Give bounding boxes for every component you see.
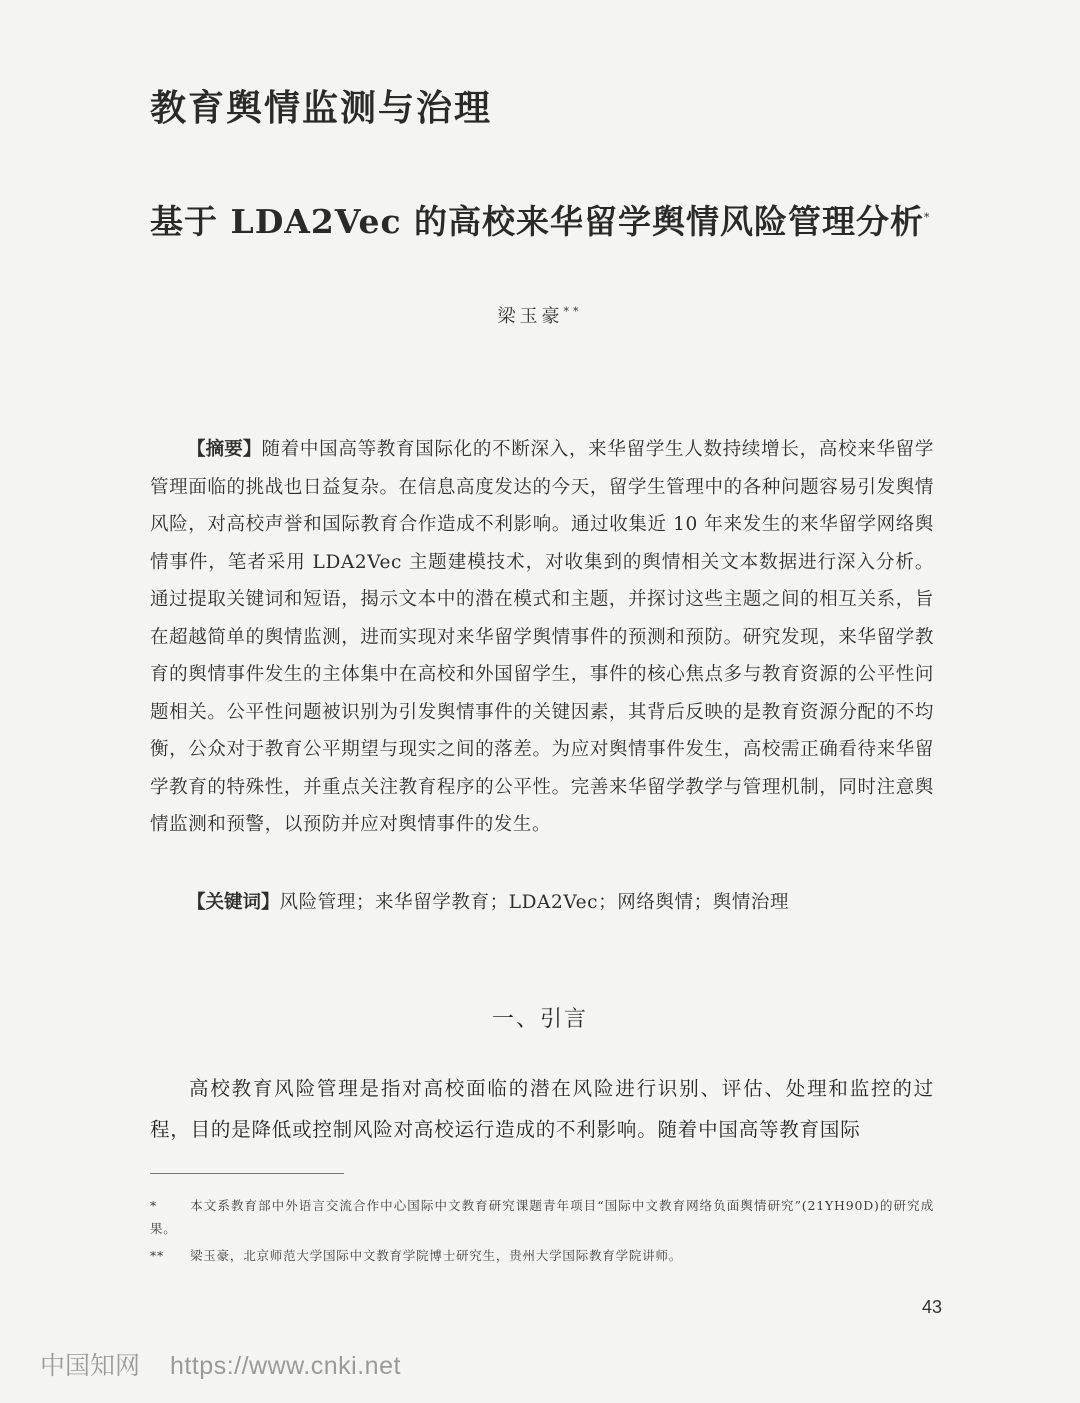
abstract-label: 【摘要】 [187, 439, 262, 460]
keywords-label: 【关键词】 [187, 892, 280, 913]
watermark-url: https://www.cnki.net [170, 1352, 401, 1380]
footnote [150, 1244, 934, 1267]
author-footnote-mark: ** [563, 305, 583, 318]
footnote-mark: ** [150, 1248, 165, 1263]
watermark-brand: 中国知网 [40, 1352, 141, 1380]
section-heading: 一、引言 [491, 1007, 588, 1032]
page-number: 43 [921, 1297, 942, 1317]
keywords [150, 884, 934, 922]
keywords-text: 风险管理；来华留学教育；LDA2Vec；网络舆情；舆情治理 [279, 892, 790, 913]
cnki-watermark [40, 1346, 401, 1382]
footnote-divider [150, 1173, 344, 1174]
article-title [150, 196, 931, 243]
title-footnote-mark: * [924, 211, 931, 224]
footnote-text: 本文系教育部中外语言交流合作中心国际中文教育研究课题青年项目“国际中文教育网络负面舆情研究”(21YH90D)的研究成果。 [150, 1198, 934, 1236]
journal-section-header: 教育舆情监测与治理 [150, 88, 493, 129]
footnote-mark: * [150, 1198, 158, 1213]
footnote [150, 1194, 934, 1240]
article-title-text: 基于 LDA2Vec 的高校来华留学舆情风险管理分析 [150, 202, 925, 241]
footnote-text: 梁玉豪，北京师范大学国际中文教育学院博士研究生，贵州大学国际教育学院讲师。 [190, 1248, 683, 1263]
abstract-text: 随着中国高等教育国际化的不断深入，来华留学生人数持续增长，高校来华留学管理面临的挑战也日益复杂。在信息高度发达的今天，留学生管理中的各种问题容易引发舆情风险，对高校声誉和国际教育合作造成不利影响。通过收集近 10 年来发生的来华留学网络舆情事件，笔者采用 LDA2Vec 主题建模技术，对收集到的舆情相关文本数据进行深入分析。通过提取关键词和短语，揭示文本中的潜在模式和主题，并探讨这些主题之间的相互关系，旨在超越简单的舆情监测，进而实现对来华留学舆情事件的预测和预防。研究发现，来华留学教育的舆情事件发生的主体集中在高校和外国留学生，事件的核心焦点多与教育资源的公平性问题相关。公平性问题被识别为引发舆情事件的关键因素，其背后反映的是教育资源分配的不均衡，公众对于教育公平期望与现实之间的落差。为应对舆情事件发生，高校需正确看待来华留学教育的特殊性，并重点关注教育程序的公平性。完善来华留学教学与管理机制，同时注意舆情监测和预警，以预防并应对舆情事件的发生。 [150, 439, 934, 835]
author-name: 梁玉豪 [497, 306, 564, 327]
author [0, 302, 1080, 328]
body-paragraph: 高校教育风险管理是指对高校面临的潜在风险进行识别、评估、处理和监控的过程，目的是降低或控制风险对高校运行造成的不利影响。随着中国高等教育国际 [150, 1077, 934, 1141]
abstract [150, 431, 934, 844]
